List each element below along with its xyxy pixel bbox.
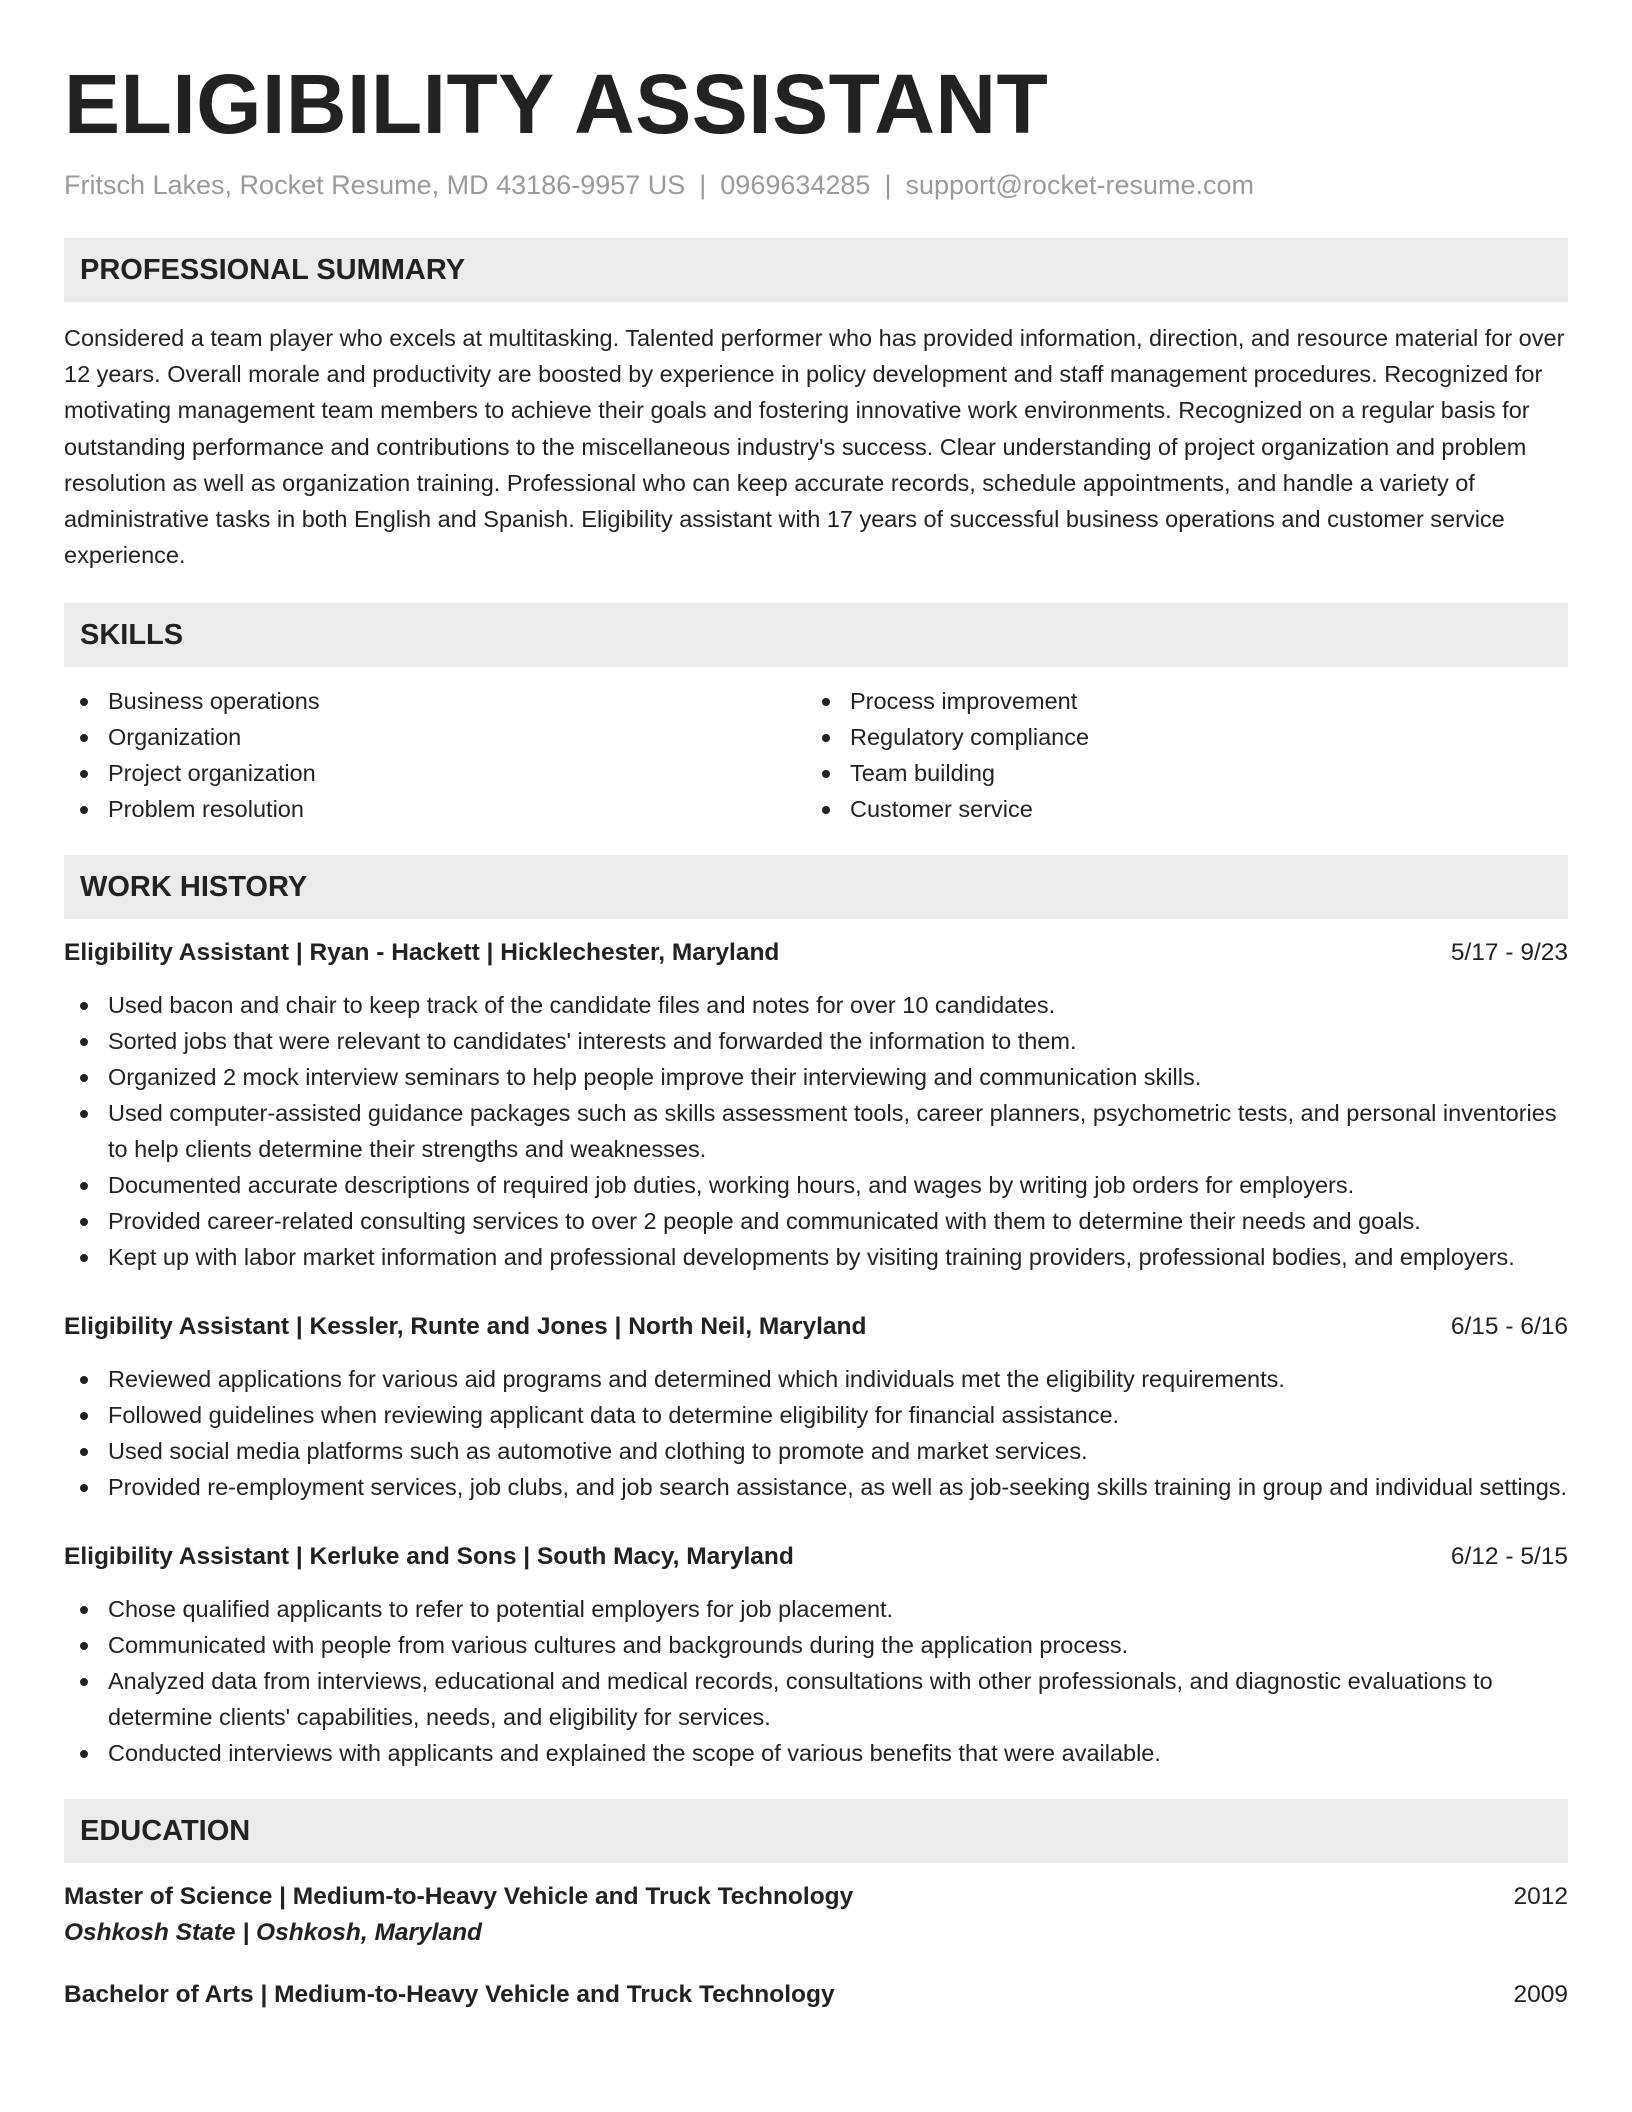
skills-column-left <box>64 683 806 827</box>
job-entry <box>64 1309 1568 1505</box>
education-school: Oshkosh State | Oshkosh, Maryland <box>64 1919 483 1947</box>
skill-item: Team building <box>806 755 1548 791</box>
contact-address: Fritsch Lakes, Rocket Resume, MD 43186-9957 US <box>64 170 686 200</box>
education-year: 2009 <box>1513 1981 1568 2009</box>
section-heading-education: EDUCATION <box>64 1799 1568 1863</box>
education-header <box>64 1879 1568 1915</box>
education-year: 2012 <box>1513 1883 1568 1911</box>
skill-item: Process improvement <box>806 683 1548 719</box>
job-bullet: Used social media platforms such as automotive and clothing to promote and market services. <box>64 1433 1568 1469</box>
skill-item: Customer service <box>806 791 1548 827</box>
job-bullets <box>64 1591 1568 1771</box>
section-heading-summary: PROFESSIONAL SUMMARY <box>64 238 1568 302</box>
job-bullet: Kept up with labor market information and professional developments by visiting training providers, professional bodies, and employers. <box>64 1239 1568 1275</box>
resume-name: ELIGIBILITY ASSISTANT <box>64 57 1049 151</box>
section-heading-work: WORK HISTORY <box>64 855 1568 919</box>
skill-item: Organization <box>64 719 806 755</box>
education-header <box>64 1977 1568 2013</box>
job-bullet: Provided career-related consulting services to over 2 people and communicated with them to determine their needs and goals. <box>64 1203 1568 1239</box>
job-bullet: Followed guidelines when reviewing applicant data to determine eligibility for financial assistance. <box>64 1397 1568 1433</box>
contact-line <box>64 168 1568 202</box>
job-bullet: Chose qualified applicants to refer to potential employers for job placement. <box>64 1591 1568 1627</box>
summary-text: Considered a team player who excels at multitasking. Talented performer who has provided information, direction, and resource material for over 12 years. Overall morale and productivity are boosted by experience in policy development and staff management procedures. Recognized for motivating management team members to achieve their goals and fostering innovative work environments. Recognized on a regular basis for outstanding performance and contributions to the miscellaneous industry's success. Clear understanding of project organization and problem resolution as well as organization training. Professional who can keep accurate records, schedule appointments, and handle a variety of administrative tasks in both English and Spanish. Eligibility assistant with 17 years of successful business operations and customer service experience. <box>64 325 1565 569</box>
contact-separator: | <box>884 170 892 200</box>
skill-item: Regulatory compliance <box>806 719 1548 755</box>
education-entry <box>64 1879 1568 1951</box>
job-bullet: Analyzed data from interviews, educational and medical records, consultations with other professionals, and diagnostic evaluations to determine clients' capabilities, needs, and eligibility for services. <box>64 1663 1568 1735</box>
job-bullet: Reviewed applications for various aid programs and determined which individuals met the eligibility requirements. <box>64 1361 1568 1397</box>
skill-item: Project organization <box>64 755 806 791</box>
job-bullet: Documented accurate descriptions of required job duties, working hours, and wages by writing job orders for employers. <box>64 1167 1568 1203</box>
contact-phone: 0969634285 <box>720 170 871 200</box>
education-entry <box>64 1977 1568 2013</box>
skills-list <box>64 683 1568 827</box>
job-title: Eligibility Assistant | Ryan - Hackett | Hicklechester, Maryland <box>64 939 780 967</box>
job-bullet: Used computer-assisted guidance packages such as skills assessment tools, career planners, psychometric tests, and personal inventories to help clients determine their strengths and weaknesses. <box>64 1095 1568 1167</box>
job-bullet: Sorted jobs that were relevant to candidates' interests and forwarded the information to them. <box>64 1023 1568 1059</box>
skills-column-right <box>806 683 1548 827</box>
job-header <box>64 1539 1568 1575</box>
education-degree: Master of Science | Medium-to-Heavy Vehicle and Truck Technology <box>64 1883 854 1911</box>
job-bullet: Used bacon and chair to keep track of the candidate files and notes for over 10 candidates. <box>64 987 1568 1023</box>
job-entry <box>64 1539 1568 1771</box>
job-bullet: Organized 2 mock interview seminars to help people improve their interviewing and communication skills. <box>64 1059 1568 1095</box>
job-dates: 6/12 - 5/15 <box>1450 1543 1568 1571</box>
job-header <box>64 935 1568 971</box>
skill-item: Business operations <box>64 683 806 719</box>
job-bullet: Provided re-employment services, job clubs, and job search assistance, as well as job-seeking skills training in group and individual settings. <box>64 1469 1568 1505</box>
job-bullet: Communicated with people from various cultures and backgrounds during the application process. <box>64 1627 1568 1663</box>
contact-email: support@rocket-resume.com <box>905 170 1254 200</box>
job-title: Eligibility Assistant | Kessler, Runte and Jones | North Neil, Maryland <box>64 1313 867 1341</box>
contact-separator: | <box>699 170 707 200</box>
section-heading-skills: SKILLS <box>64 603 1568 667</box>
education-degree: Bachelor of Arts | Medium-to-Heavy Vehicle and Truck Technology <box>64 1981 835 2009</box>
job-bullets <box>64 987 1568 1275</box>
job-header <box>64 1309 1568 1345</box>
job-entry <box>64 935 1568 1275</box>
job-dates: 5/17 - 9/23 <box>1450 939 1568 967</box>
job-title: Eligibility Assistant | Kerluke and Sons | South Macy, Maryland <box>64 1543 794 1571</box>
job-bullet: Conducted interviews with applicants and explained the scope of various benefits that were available. <box>64 1735 1568 1771</box>
skill-item: Problem resolution <box>64 791 806 827</box>
job-bullets <box>64 1361 1568 1505</box>
job-dates: 6/15 - 6/16 <box>1450 1313 1568 1341</box>
